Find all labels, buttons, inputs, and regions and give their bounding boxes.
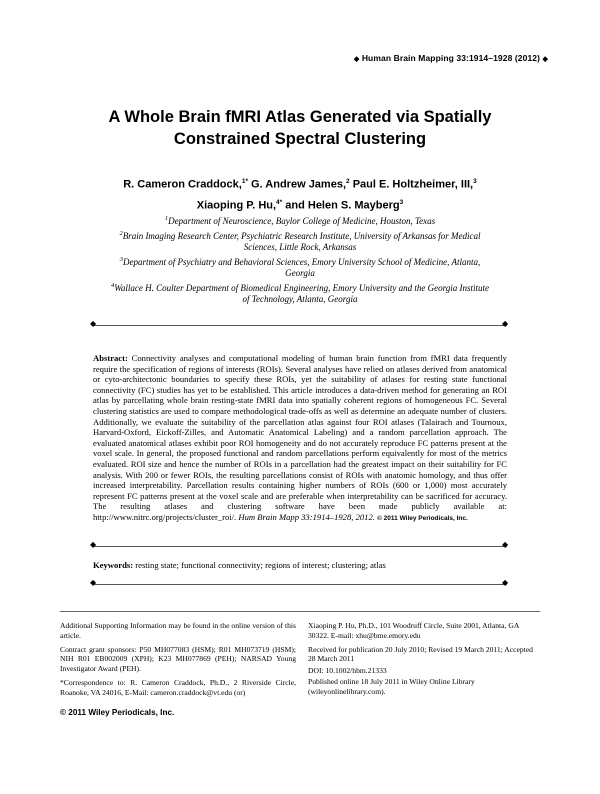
affiliation [110,280,490,306]
abstract [93,353,507,525]
diamond-icon: ◆ [502,319,509,328]
keywords-rule [93,584,507,585]
footnote: Received for publication 20 July 2010; Revised 19 March 2011; Accepted 28 March 2011 [308,644,533,664]
diamond-icon: ◆ [353,56,360,63]
author-affiliation-mark: 2 [346,178,350,185]
affiliation-text: Department of Neuroscience, Baylor College of Medicine, Houston, Texas [168,216,436,226]
diamond-icon: ◆ [90,540,97,549]
article-title [60,106,540,150]
affiliation [110,228,490,254]
diamond-icon: ◆ [502,540,509,549]
affiliation-number: 1 [164,215,169,222]
running-head-text: Human Brain Mapping 33:1914–1928 (2012) [361,53,541,63]
diamond-icon: ◆ [542,56,548,63]
footnote-divider [60,611,540,612]
title-line-2: Constrained Spectral Clustering [173,130,427,148]
keywords [93,560,507,571]
footnote: Xiaoping P. Hu, Ph.D., 101 Woodruff Circle, Suite 2001, Atlanta, GA 30322. E-mail: xhu@bme.emory.edu [308,621,519,640]
affiliation [110,254,490,280]
abstract-citation: Hum Brain Mapp 33:1914–1928, 2012. [238,511,375,522]
diamond-icon: ◆ [502,578,509,587]
author-name: R. Cameron Craddock, [123,178,242,191]
footnote: Contract grant sponsors: P50 MH077083 (HSM); R01 MH073719 (HSM); NIH R01 EB002009 (XPH); K23 MH077869 (PEH); NARSAD Young Investigator Award (PEH). [60,644,296,673]
author-line-2 [60,194,540,215]
affiliations [110,213,490,306]
title-line-1: A Whole Brain fMRI Atlas Generated via Spatially [108,108,492,126]
affiliation-text: Brain Imaging Research Center, Psychiatric Research Institute, University of Arkansas for Medical Sciences, Little Rock, Arkansas [122,230,481,252]
footnotes-right [308,621,540,701]
affiliation [110,213,490,228]
author-name: and Helen S. Mayberg [282,199,400,212]
abstract-copyright: © 2011 Wiley Periodicals, Inc. [377,514,468,522]
abstract-text: Connectivity analyses and computational modeling of human brain function from fMRI data frequently require the specification of regions of interests (ROIs). Several analyses have relied on atlases derived from anatomical or cyto-architectonic boundaries to specify these ROIs, yet the suitability of atlases for resting state functional connectivity (FC) studies has yet to be established. This article introduces a data-driven method for generating an ROI atlas by parcellating whole brain resting-state fMRI data into spatially coherent regions of homogeneous FC. Several clustering statistics are used to compare methodological trade-offs as well as determine an adequate number of clusters. Additionally, we evaluate the suitability of the parcellation atlas against four ROI atlases (Talairach and Tournoux, Harvard-Oxford, Eickoff-Zilles, and Automatic Anatomical Labeling) and a random parcellation approach. The evaluated anatomical atlases exhibit poor ROI homogeneity and do not accurately reproduce FC patterns present at the voxel scale. In general, the proposed functional and random parcellations perform equivalently for most of the metrics evaluated. ROI size and hence the number of ROIs in a parcellation had the greatest impact on their suitability for FC analysis. With 200 or fewer ROIs, the resulting parcellations consist of ROIs with anatomic homology, and thus offer increased interpretability. Parcellation results containing higher numbers of ROIs (600 or 1,000) most accurately represent FC patterns present at the voxel scale and are preferable when interpretability can be sacrificed for accuracy. The resulting atlases and clustering software have been made publicly available at: http://www.nitrc.org/projects/cluster_roi/. [93,353,507,522]
author-affiliation-mark: 1* [241,178,248,185]
author-affiliation-mark: 3 [473,178,477,185]
keywords-label: Keywords: [93,560,134,570]
abstract-bottom-rule [93,546,507,547]
diamond-icon: ◆ [90,578,97,587]
abstract-top-rule [93,325,507,326]
author-name: Xiaoping P. Hu, [196,199,277,212]
author-name: G. Andrew James, [247,178,347,191]
copyright-notice: © 2011 Wiley Periodicals, Inc. [60,708,175,717]
diamond-icon: ◆ [90,319,97,328]
footnote: Published online 18 July 2011 in Wiley Online Library (wileyonlinelibrary.com). [308,677,475,697]
running-head [354,53,548,63]
keywords-text: resting state; functional connectivity; regions of interest; clustering; atlas [135,560,386,570]
footnote: *Correspondence to: R. Cameron Craddock, Ph.D., 2 Riverside Circle, Roanoke, VA 24016, E-Mail: cameron.craddock@vt.edu (or) [60,677,296,697]
affiliation-text: Wallace H. Coulter Department of Biomedical Engineering, Emory University and the Georgia Institute of Technology, Atlanta, Georgia [114,282,490,304]
footnotes-left [60,621,296,702]
author-name: Paul E. Holtzheimer, III, [349,178,474,191]
author-affiliation-mark: 3 [399,198,404,206]
abstract-label: Abstract: [93,353,128,363]
affiliation-number: 3 [119,255,123,263]
footnote: DOI: 10.1002/hbm.21333 [308,665,387,675]
footnote: Additional Supporting Information may be found in the online version of this article. [60,621,296,640]
author-line-1 [60,173,540,194]
affiliation-number: 2 [119,229,123,237]
author-list [60,173,540,214]
affiliation-number: 4 [110,281,115,289]
author-affiliation-mark: 4* [276,198,283,206]
affiliation-text: Department of Psychiatry and Behavioral Sciences, Emory University School of Medicine, Atlanta, Georgia [123,256,481,278]
